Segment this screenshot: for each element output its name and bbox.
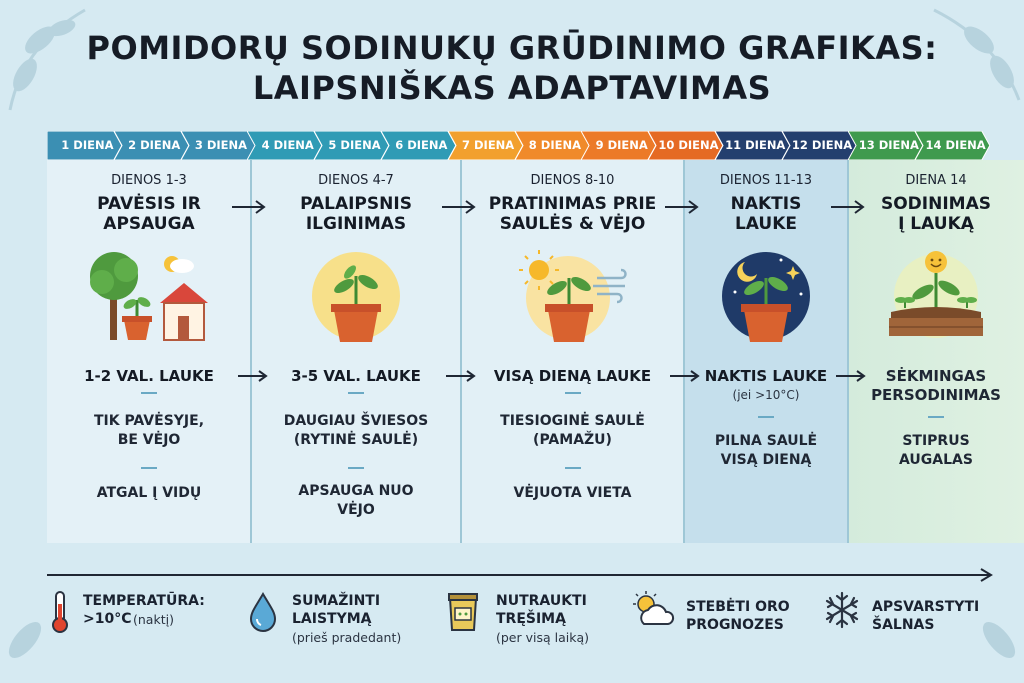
stage-days: DIENOS 8-10 [530,173,615,188]
stage-days: DIENOS 1-3 [111,173,187,188]
stage-name-line: SAULĖS & VĖJO [499,214,646,234]
snowflake-icon [822,590,862,630]
timeline-day-label: 13 DIENA [858,138,919,152]
tip-line: TIK PAVĖSYJE, [93,413,205,429]
tip-value: ŠALNAS [872,617,935,633]
stage-name-line: APSAUGA [103,214,195,234]
tip-line: AUGALAS [899,452,973,468]
stage-tip-1 [251,412,461,450]
stage-name-line: NAKTIS [730,194,802,214]
timeline-day [515,131,590,160]
page-title [0,28,1024,108]
tree-house-seedling-icon [84,248,214,348]
tip-line: ATGAL Į VIDŲ [96,485,202,501]
stage-name [251,194,461,234]
separator [565,467,581,469]
separator [348,392,364,394]
stage-duration: VISĄ DIENĄ LAUKE [493,367,652,385]
timeline-day-label: 4 DIENA [261,138,314,152]
timeline-day-label: 9 DIENA [595,138,648,152]
timeline-day-label: 11 DIENA [725,138,786,152]
timeline-day-label: 14 DIENA [925,138,986,152]
tip-value: PROGNOZES [686,617,784,633]
thermometer-icon [47,590,73,634]
stage-name [848,194,1024,234]
stage-name [684,194,848,234]
fertilizer-bag-icon [446,590,480,634]
stage-tip-1 [684,432,848,470]
progress-arrow-icon [47,568,999,582]
tip-line: VĖJUOTA VIETA [513,485,632,501]
tip-line-1: APSVARSTYTI [872,599,980,615]
tip-line-1: NUTRAUKTI [496,593,587,609]
tip-line: DAUGIAU ŠVIESOS [283,413,429,429]
stage-1 [47,160,251,543]
tip-line: TIESIOGINĖ SAULĖ [500,413,645,429]
tip-value: LAISTYMĄ [292,611,372,627]
duration-line: PERSODINIMAS [871,386,1001,404]
timeline-day [381,131,456,160]
day-timeline [47,131,986,160]
tip-line: PILNA SAULĖ [714,433,818,449]
tip-line: VISĄ DIENĄ [720,452,812,468]
timeline-day-label: 2 DIENA [128,138,181,152]
tip-line-3: (per visą laiką) [496,630,590,645]
stage-tip-2 [461,484,684,503]
arrow-right-icon [230,198,270,216]
tip-line-2: (naktį) [133,612,174,627]
stage-2 [251,160,461,543]
tip-line: BE VĖJO [117,432,181,448]
stage-tip-2 [47,484,251,503]
timeline-day-label: 7 DIENA [461,138,515,152]
stage-name-line: LAUKE [734,214,798,234]
timeline-day [648,131,723,160]
title-line-2: LAIPSNIŠKAS ADAPTAVIMAS [252,69,772,107]
stage-name-line: ILGINIMAS [305,214,407,234]
separator [348,467,364,469]
tip-line-1: TEMPERATŪRA: [83,593,205,609]
stage-days: DIENOS 4-7 [318,173,394,188]
tip-line: VĖJO [337,502,375,518]
separator [141,467,157,469]
tip-line: (RYTINĖ SAULĖ) [293,432,419,448]
tip-line: (PAMAŽU) [533,432,612,448]
separator [141,392,157,394]
tip-line: STIPRUS [902,433,970,449]
timeline-day-label: 1 DIENA [61,138,114,152]
timeline-day-label: 10 DIENA [658,138,719,152]
stage-note: (jei >10°C) [732,388,800,402]
timeline-day [782,131,857,160]
arrow-right-icon [236,368,272,384]
stage-name-line: PAVĖSIS IR [97,194,201,214]
timeline-day [181,131,256,160]
stage-name [47,194,251,234]
stage-tip-1 [461,412,684,450]
timeline-day [848,131,923,160]
weather-cloud-sun-icon [628,590,678,630]
stage-duration: NAKTIS LAUKE [704,367,828,385]
stage-name-line: Į LAUKĄ [898,214,974,234]
stage-days: DIENOS 11-13 [719,173,813,188]
happy-plant-bed-icon [881,248,991,348]
timeline-day-label: 6 DIENA [395,138,448,152]
stage-duration: 1-2 VAL. LAUKE [84,367,214,385]
tips-bar [0,588,1024,668]
separator [928,416,944,418]
stage-name-line: PRATINIMAS PRIE [488,194,657,214]
tip-value: TRĘŠIMĄ [496,611,566,627]
title-line-1: POMIDORŲ SODINUKŲ GRŪDINIMO GRAFIKAS: [86,29,938,67]
separator [758,416,774,418]
stage-duration [848,367,1024,405]
separator [565,392,581,394]
timeline-day-label: 5 DIENA [328,138,381,152]
stage-4 [684,160,848,543]
timeline-day [247,131,322,160]
timeline-day-label: 3 DIENA [194,138,248,152]
water-drop-icon [246,590,280,634]
duration-line: SĖKMINGAS [885,367,987,385]
stage-days: DIENA 14 [905,173,967,188]
stage-5 [848,160,1024,543]
timeline-day [915,131,990,160]
arrow-right-icon [663,198,703,216]
arrow-right-icon [668,368,704,384]
stage-name [461,194,684,234]
timeline-day [114,131,189,160]
tip-line-1: SUMAŽINTI [292,593,381,609]
stage-3 [461,160,684,543]
tip-line: APSAUGA NUO [298,483,414,499]
stage-tip-2 [251,482,461,520]
tip-line-3: (prieš pradedant) [292,630,402,645]
stage-name-line: SODINIMAS [880,194,991,214]
night-moon-seedling-icon [711,248,821,348]
arrow-right-icon [444,368,480,384]
arrow-right-icon [834,368,870,384]
timeline-day [448,131,523,160]
arrow-right-icon [829,198,869,216]
timeline-day [47,131,122,160]
stage-duration: 3-5 VAL. LAUKE [291,367,421,385]
timeline-day [314,131,389,160]
timeline-day [715,131,790,160]
tip-value: >10°C [83,611,132,627]
stage-tip-1 [47,412,251,450]
timeline-day-label: 12 DIENA [791,138,853,152]
stage-tip-1 [848,432,1024,470]
arrow-right-icon [440,198,480,216]
timeline-day [581,131,656,160]
sun-wind-seedling-icon [513,248,633,348]
tip-line-1: STEBĖTI ORO [686,599,790,615]
stage-name-line: PALAIPSNIS [300,194,412,214]
seedling-pot-icon [301,248,411,348]
timeline-day-label: 8 DIENA [528,138,581,152]
